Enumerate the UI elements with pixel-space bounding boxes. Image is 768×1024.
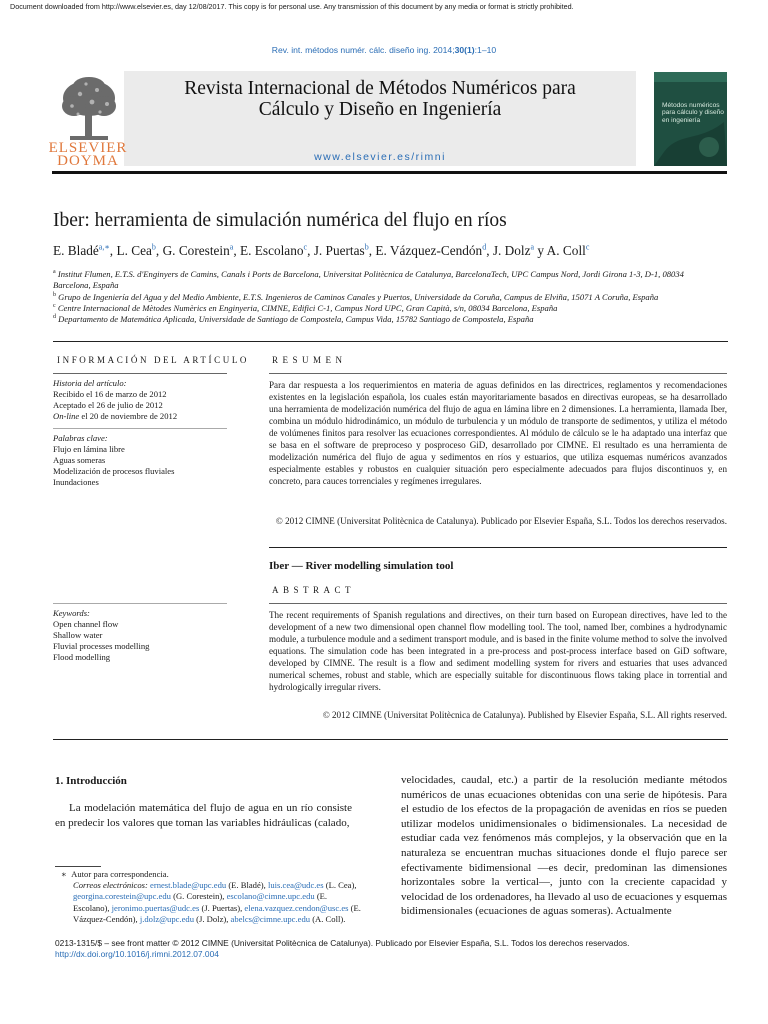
journal-title-line-2: Cálculo y Diseño en Ingeniería: [258, 99, 502, 120]
online-label: On-line: [53, 411, 80, 421]
intro-paragraph-left: La modelación matemática del flujo de agua en un río consiste en predecir los valores que toman las variables hidráulicas (calado,: [55, 802, 352, 829]
keywords-label-es: Palabras clave:: [53, 433, 108, 443]
author-affiliation-mark[interactable]: d: [482, 242, 487, 252]
keyword-item: Shallow water: [53, 630, 103, 640]
online-date-text: el 20 de noviembre de 2012: [79, 411, 178, 421]
front-matter-line: 0213-1315/$ – see front matter © 2012 CIMNE (Universitat Politècnica de Catalunya). Publicado por Elsevier España, S.L. Todos los derechos reservados.: [55, 938, 630, 948]
author-separator: ,: [155, 243, 163, 258]
email-owner: (G. Corestein),: [170, 891, 227, 902]
email-owner: (J. Dolz),: [194, 913, 231, 924]
keyword-item: Flujo en lámina libre: [53, 444, 125, 454]
citation-line[interactable]: [0, 45, 768, 55]
author-separator: y: [534, 243, 547, 258]
email-link[interactable]: escolano@cimne.upc.edu: [226, 891, 315, 902]
journal-cover-image: [654, 72, 727, 166]
author-affiliation-mark[interactable]: c: [303, 242, 308, 252]
resumen-text: Para dar respuesta a los requerimientos en materia de aguas definidos en las directrices, reglamentos y recomendaciones existentes en la legislación española, los cuales están mayoritariamente basados en directivas europeas, se ha desarrollado una herramienta de modelización numérica del flujo de agua en lámina libre en 2 dimensiones. La herramienta, llamada Iber, combina un módulo hidrodinámico, un módulo de turbulencia y un módulo de transporte de sedimentos, y utiliza el método de volúmenes finitos para resolver las ecuaciones correspondientes. Al módulo de cálculo se le ha adaptado una interfaz que se basa en el software de preproceso y posproceso GiD, desarrollado por CIMNE. El resultado es una herramienta de modelización numérica del flujo de agua y sedimentos en ríos y estuarios, que utiliza esquemas numéricos avanzados especialmente estables y robustos en cualquier situación pero especialmente adecuados para flujos discontinuos y, en concreto, para cauces torrenciales y regímenes irregulares.: [269, 380, 727, 486]
english-title: Iber — River modelling simulation tool: [269, 560, 454, 572]
resumen-heading: RESUMEN: [272, 355, 347, 365]
intro-paragraph-right: velocidades, caudal, etc.) a partir de la resolución mediante métodos numéricos de unas ecuaciones obtenidas con una serie de hipótesis. Para el estudio de los efectos de la propagación de avenidas en ríos se pueden utilizar modelos unidimensionales o bidimensionales. La necesidad de estudiar cada vez fenómenos más complejos, y la observación que en la naturaleza se encuentran muchas situaciones donde el flujo parece ser efectivamente bidimensional —es decir, predominan las dimensiones horizontales sobre la vertical—, junto con la creciente capacidad y velocidad de los ordenadores, ha llevado al uso de ecuaciones y esquemas bidimensionales (ecuaciones de aguas someras). Actualmente: [401, 774, 727, 918]
keyword-item: Aguas someras: [53, 455, 106, 465]
corresponding-author-text: Autor para correspondencia.: [71, 869, 169, 879]
affiliation-mark: d: [53, 314, 56, 320]
keyword-item: Fluvial processes modelling: [53, 641, 150, 651]
received-date: Recibido el 16 de marzo de 2012: [53, 389, 167, 399]
info-divider: [53, 373, 227, 374]
doi-link[interactable]: http://dx.doi.org/10.1016/j.rimni.2012.07.004: [55, 949, 219, 959]
header-rule: [52, 171, 727, 174]
email-owner: (E. Bladé),: [226, 880, 268, 891]
footnote: [55, 869, 365, 925]
author-name: E. Vázquez-Cendón: [375, 243, 483, 258]
author-separator: ,: [486, 243, 493, 258]
section-divider: [53, 341, 728, 342]
keyword-item: Modelización de procesos fluviales: [53, 466, 175, 476]
keyword-item: Flood modelling: [53, 652, 111, 662]
publisher-name-elsevier: ELSEVIER: [48, 140, 128, 156]
keywords-label-en: Keywords:: [53, 608, 90, 618]
abstract-heading: ABSTRACT: [272, 585, 356, 595]
email-link[interactable]: abelcs@cimne.upc.edu: [230, 913, 311, 924]
article-info-heading: INFORMACIÓN DEL ARTÍCULO: [57, 355, 250, 365]
author-affiliation-mark[interactable]: c: [585, 242, 590, 252]
affiliation-mark: b: [53, 292, 56, 298]
author-name: J. Dolz: [492, 243, 531, 258]
email-owner: (E. Escolano),: [73, 891, 328, 913]
keyword-item: Inundaciones: [53, 477, 99, 487]
citation-issue: (1): [464, 45, 475, 55]
affiliation-text: Departamento de Matemática Aplicada, Universidade de Santiago de Compostela, Campus Vida, 15782 Santiago de Compostela, España: [58, 313, 534, 324]
email-owner: (A. Coll).: [310, 913, 346, 924]
online-date: [53, 411, 177, 422]
info-divider: [53, 603, 227, 604]
abstract-copyright: © 2012 CIMNE (Universitat Politècnica de Catalunya). Published by Elsevier España, S.L. All rights reserved.: [322, 710, 727, 720]
author-list: [53, 243, 589, 259]
author-affiliation-mark[interactable]: b: [364, 242, 369, 252]
download-notice: Document downloaded from http://www.elsevier.es, day 12/08/2017. This copy is for personal use. Any transmission of this document by any media or format is strictly prohibited.: [10, 2, 574, 11]
publisher-name-doyma: DOYMA: [57, 153, 119, 169]
author-name: A. Coll: [546, 243, 586, 258]
article-title: Iber: herramienta de simulación numérica del flujo en ríos: [53, 210, 507, 231]
citation-pages: :1–10: [474, 45, 497, 55]
affiliation-a: [53, 267, 718, 291]
journal-title: [124, 78, 636, 120]
author-separator: ,: [233, 243, 240, 258]
affiliation-mark: c: [53, 303, 56, 309]
resumen-copyright: © 2012 CIMNE (Universitat Politècnica de Catalunya). Publicado por Elsevier España, S.L. Todos los derechos reservados.: [275, 516, 727, 526]
affiliation-text: Centre Internacional de Mètodes Numèrics en Enginyeria, CIMNE, Edifici C-1, Campus Nord UPC, Gran Capità, s/n, 08034 Barcelona, España: [57, 302, 558, 313]
resumen-divider: [269, 373, 727, 374]
author-affiliation-mark[interactable]: a,∗: [98, 242, 110, 252]
email-owner: (E. Vázquez-Cendón),: [73, 902, 361, 924]
author-name: G. Corestein: [162, 243, 230, 258]
affiliation-d: [53, 312, 718, 325]
email-owner: (L. Cea),: [323, 880, 357, 891]
email-link[interactable]: j.dolz@upc.edu: [139, 913, 195, 924]
author-name: E. Escolano: [240, 243, 304, 258]
article-history: [53, 378, 177, 422]
affiliation-text: Grupo de Ingeniería del Agua y del Medio Ambiente, E.T.S. Ingenieros de Caminos Canales y Puertos, Universidade da Coruña, Campus de Elviña, 15071 A Coruña, España: [58, 291, 659, 302]
abstract-text: The recent requirements of Spanish regulations and directives, on their turn based on European directives, have led to the development of a new two dimensional open channel flow modelling tool. The tool, named Iber, combines a hydrodynamic module, a turbulence module and a sediment transport module, and is based in the finite volume method to solve the involved equations. The simulation code has been integrated in a pre-process and post-process interface based on GiD software, developed by CIMNE. The result is a flow and sediment modelling system for rivers and estuaries that uses advanced numerical schemes, robust and stable, which are especially suitable for discontinuous flows taking place in torrential and hydrologically irregular rivers.: [269, 610, 727, 692]
journal-url-link[interactable]: www.elsevier.es/rimni: [314, 151, 446, 163]
abstract-divider: [269, 603, 727, 604]
author-separator: ,: [109, 243, 117, 258]
email-link[interactable]: ernest.blade@upc.edu: [150, 880, 227, 891]
affiliation-mark: a: [53, 269, 56, 275]
emails-label: Correos electrónicos:: [73, 880, 151, 891]
email-link[interactable]: elena.vazquez.cendon@usc.es: [244, 902, 349, 913]
author-separator: ,: [368, 243, 376, 258]
author-name: E. Bladé: [53, 243, 99, 258]
accepted-date: Aceptado el 26 de julio de 2012: [53, 400, 163, 410]
section-heading-introduccion: 1. Introducción: [55, 775, 127, 787]
keyword-item: Open channel flow: [53, 619, 119, 629]
author-affiliation-mark[interactable]: b: [151, 242, 156, 252]
author-separator: ,: [307, 243, 314, 258]
author-affiliation-mark[interactable]: a: [530, 242, 535, 252]
history-label: Historia del artículo:: [53, 378, 127, 388]
author-name: L. Cea: [116, 243, 152, 258]
journal-title-line-1: Revista Internacional de Métodos Numéricos para: [184, 78, 576, 99]
info-divider: [53, 428, 227, 429]
email-link[interactable]: luis.cea@udc.es: [267, 880, 324, 891]
citation-volume: 30: [454, 45, 465, 55]
author-affiliation-mark[interactable]: a: [229, 242, 234, 252]
resumen-end-rule: [269, 547, 727, 548]
email-link[interactable]: jeronimo.puertas@udc.es: [111, 902, 200, 913]
keywords-en: [53, 608, 149, 663]
abstract-end-rule: [53, 739, 728, 740]
corresponding-author-note: ∗ Autor para correspondencia.: [61, 869, 169, 879]
keywords-es: [53, 433, 174, 488]
email-owner: (J. Puertas),: [199, 902, 245, 913]
affiliation-text: Institut Flumen, E.T.S. d'Enginyers de Camins, Canals i Ports de Barcelona, Universitat Politècnica de Catalunya, BarcelonaTech, UPC Campus Nord, Jordi Girona 1-3, D-1, 08034 Barcelona, España: [53, 268, 684, 290]
footnote-rule: [55, 866, 101, 867]
author-emails: [55, 880, 365, 925]
citation-prefix: Rev. int. métodos numér. cálc. diseño ing. 2014;: [271, 45, 455, 55]
email-link[interactable]: georgina.corestein@upc.edu: [73, 891, 171, 902]
cover-title: Métodos numéricos para cálculo y diseño en ingeniería: [662, 102, 724, 124]
author-name: J. Puertas: [313, 243, 365, 258]
